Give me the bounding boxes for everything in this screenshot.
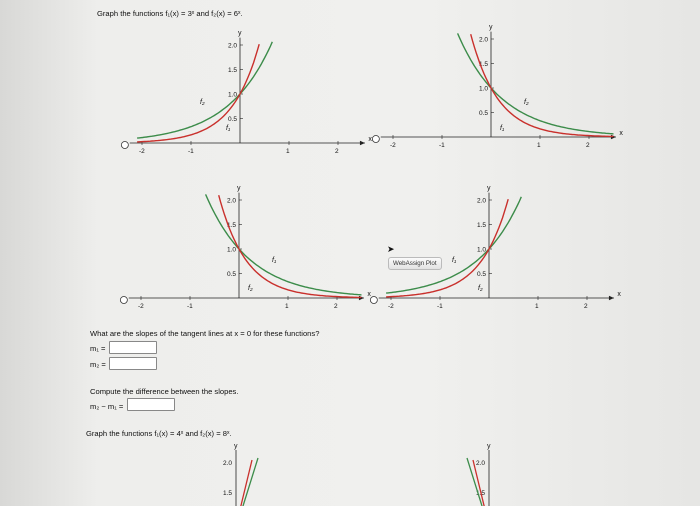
graph-option-a — [121, 30, 372, 155]
m2-answer-input[interactable] — [109, 357, 157, 370]
q2-graph-option-b-y-label: y — [487, 443, 491, 450]
question1-prompt: Graph the functions f₁(x) = 3ˣ and f₂(x) = 6ˣ. — [97, 9, 243, 18]
graph-option-d-y-tick-label: 2.0 — [477, 197, 487, 205]
graph-option-b-x-tick-label: -2 — [390, 142, 396, 149]
q2-graph-option-a — [223, 443, 258, 506]
q2-graph-option-a-curve-f1 — [238, 458, 258, 506]
graph-option-d — [370, 185, 621, 310]
graph-option-c-y-tick-label: 1.5 — [227, 222, 237, 229]
graph-option-a-y-tick-label: 1.0 — [228, 91, 238, 99]
graph-option-b-x-tick-label: 1 — [537, 142, 541, 149]
graph-option-c-y-label: y — [237, 185, 241, 193]
difference-answer-input[interactable] — [127, 398, 175, 411]
graph-option-a-f2-label: f₂ — [200, 99, 205, 106]
graph-option-c-x-tick-label: 1 — [285, 303, 289, 310]
graph-option-b-y-tick-label: 1.0 — [479, 85, 489, 93]
graph-option-b-x-tick-label: 2 — [586, 142, 590, 149]
graph-option-a-y-tick-label: 2.0 — [228, 42, 238, 50]
graph-option-a-x-tick-label: -1 — [188, 148, 194, 155]
graph-option-c-y-tick-label: 0.5 — [227, 271, 237, 278]
slopes-prompt: What are the slopes of the tangent lines at x = 0 for these functions? — [90, 329, 320, 338]
m1-answer-input[interactable] — [109, 341, 157, 354]
graph-option-b-f2-label: f₂ — [524, 99, 529, 106]
q2-graph-option-b-y-tick-15: 1.5 — [476, 490, 486, 497]
q2-graph-option-a-y-tick-15: 1.5 — [223, 490, 233, 497]
graph-option-a-x-label: x — [368, 136, 372, 143]
graph-option-d-x-tick-label: 2 — [584, 303, 588, 310]
graph-option-c-x-label: x — [367, 291, 371, 298]
graph-option-c-y-tick-label: 1.0 — [227, 246, 237, 254]
graph-option-d-f2-label: f₂ — [478, 285, 483, 292]
graph-option-a-curve-f2 — [137, 44, 259, 142]
graph-option-c-x-tick-label: 2 — [334, 303, 338, 310]
graph-option-b-curve-f1 — [458, 33, 614, 133]
graph-option-d-y-tick-label: 1.5 — [477, 222, 487, 229]
graph-option-a-radio[interactable] — [121, 142, 128, 149]
graph-option-b-radio[interactable] — [372, 136, 379, 143]
difference-label: m₂ − m₁ = — [90, 402, 124, 411]
graph-option-a-f1-label: f₁ — [226, 125, 231, 132]
q2-graph-option-b — [467, 443, 491, 506]
q2-graph-option-b-y-tick-2: 2.0 — [476, 460, 486, 467]
difference-prompt: Compute the difference between the slopes. — [90, 387, 239, 396]
webassign-plot-tooltip: WebAssign Plot — [388, 257, 442, 270]
graph-option-d-curve-f2 — [386, 199, 508, 297]
graph-option-d-y-tick-label: 0.5 — [477, 271, 487, 278]
m2-label: m₂ = — [90, 360, 106, 369]
graph-option-d-x-tick-label: -2 — [388, 303, 394, 310]
graph-option-b-y-tick-label: 1.5 — [479, 61, 489, 68]
graph-option-b-y-label: y — [489, 24, 493, 32]
q2-graph-option-a-y-tick-2: 2.0 — [223, 460, 233, 467]
graph-option-c-f2-label: f₂ — [248, 285, 253, 292]
graph-option-a-x-tick-label: -2 — [139, 148, 145, 155]
q2-graph-option-a-y-label: y — [234, 443, 238, 450]
m1-label: m₁ = — [90, 344, 106, 353]
graph-option-a-curve-f1 — [137, 42, 272, 138]
graph-option-b — [372, 24, 623, 149]
graph-option-d-y-label: y — [487, 185, 491, 193]
graph-option-b-y-tick-label: 0.5 — [479, 110, 489, 117]
graph-option-c-f1-label: f₁ — [272, 257, 277, 264]
graph-option-c-x-tick-label: -2 — [138, 303, 144, 310]
graph-option-d-y-tick-label: 1.0 — [477, 246, 487, 254]
graph-option-b-x-label: x — [619, 130, 623, 137]
graph-option-c-curve-f1 — [206, 194, 362, 295]
graph-option-d-x-tick-label: 1 — [535, 303, 539, 310]
graph-option-c-x-tick-label: -1 — [187, 303, 193, 310]
graph-option-d-x-arrow — [609, 296, 614, 300]
graph-option-a-y-tick-label: 0.5 — [228, 116, 238, 123]
graph-option-a-x-tick-label: 2 — [335, 148, 339, 155]
graph-option-a-x-arrow — [360, 141, 365, 145]
graph-option-b-y-tick-label: 2.0 — [479, 36, 489, 44]
graph-option-a-x-tick-label: 1 — [286, 148, 290, 155]
graph-option-d-x-tick-label: -1 — [437, 303, 443, 310]
graph-option-d-x-label: x — [617, 291, 621, 298]
graph-option-d-radio[interactable] — [370, 297, 377, 304]
graph-option-b-f1-label: f₁ — [500, 125, 505, 132]
graph-option-d-f1-label: f₁ — [452, 257, 457, 264]
graph-option-a-y-tick-label: 1.5 — [228, 67, 238, 74]
graph-option-c-y-tick-label: 2.0 — [227, 197, 237, 205]
graph-option-b-x-tick-label: -1 — [439, 142, 445, 149]
graph-option-c — [120, 185, 371, 310]
graph-option-a-y-label: y — [238, 30, 242, 38]
question2-prompt: Graph the functions f₁(x) = 4ˣ and f₂(x) = 8ˣ. — [86, 429, 232, 438]
graph-option-c-radio[interactable] — [120, 297, 127, 304]
mouse-cursor-icon: ➤ — [387, 244, 395, 254]
graph-option-d-curve-f1 — [386, 197, 521, 293]
